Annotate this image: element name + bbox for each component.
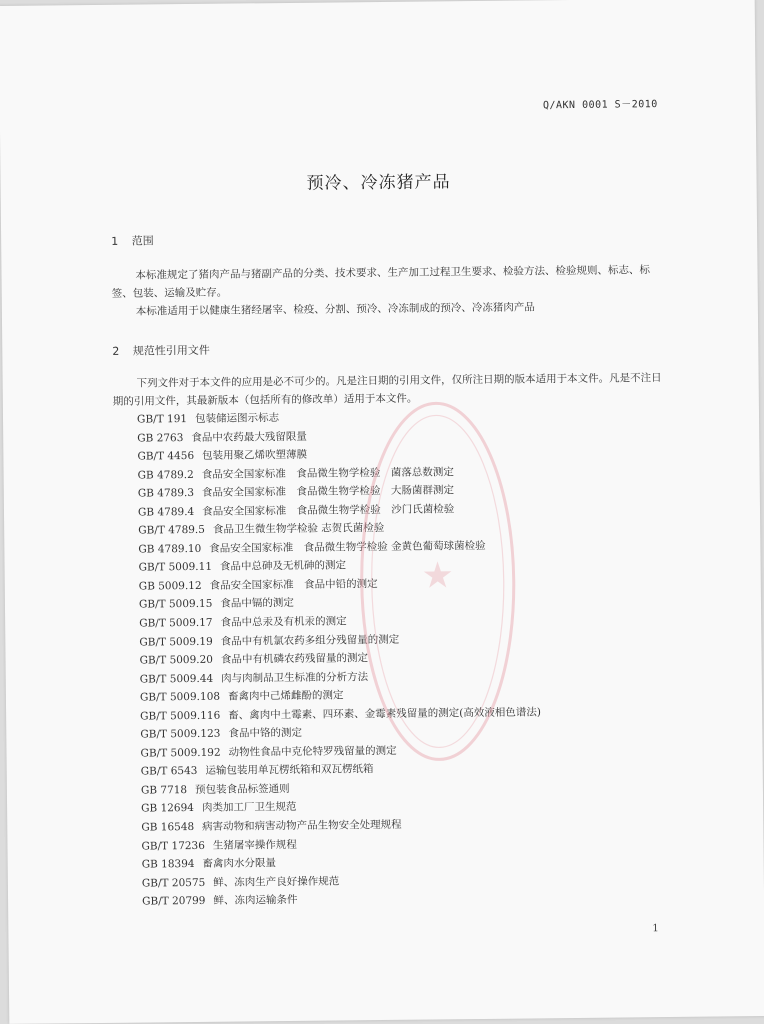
reference-title: 畜、禽肉中土霉素、四环素、金霉素残留量的测定(高效液相色谱法) — [228, 706, 541, 722]
reference-code: GB/T 5009.108 — [139, 690, 221, 704]
section-number: 1 — [111, 234, 119, 248]
section-1-heading — [111, 232, 154, 248]
reference-title: 食品安全国家标准 食品微生物学检验 沙门氏菌检验 — [202, 502, 455, 518]
reference-code: GB 16548 — [141, 821, 195, 834]
reference-code: GB/T 6543 — [140, 765, 198, 778]
reference-code: GB/T 5009.19 — [139, 635, 213, 649]
reference-title: 食品中有机磷农药残留量的测定 — [220, 652, 369, 666]
reference-title: 食品中镉的测定 — [220, 597, 294, 611]
reference-title: 食品安全国家标准 食品微生物学检验 菌落总数测定 — [201, 465, 454, 481]
reference-title: 食品中有机氯农药多组分残留量的测定 — [220, 633, 400, 648]
reference-code: GB/T 5009.20 — [139, 653, 214, 667]
reference-title: 畜禽肉水分限量 — [202, 857, 277, 871]
document-title: 预冷、冷冻猪产品 — [306, 172, 451, 194]
reference-code: GB/T 5009.17 — [139, 616, 213, 630]
reference-title: 运输包装用单瓦楞纸箱和双瓦楞纸箱 — [205, 763, 374, 778]
references-intro: 下列文件对于本文件的应用是必不可少的。凡是注日期的引用文件，仅所注日期的版本适用于本文件。凡是不注日期的引用文件，其最新版本（包括所有的修改单）适用于本文件。 — [112, 372, 662, 408]
reference-code: GB 4789.3 — [137, 487, 195, 500]
reference-code: GB 4789.10 — [138, 542, 202, 556]
svg-text:★: ★ — [421, 555, 455, 597]
reference-code: GB/T 5009.123 — [140, 728, 221, 741]
section-title: 范围 — [131, 234, 154, 248]
document-code: Q/AKN 0001 S－2010 — [542, 99, 658, 112]
page-number: 1 — [652, 923, 659, 935]
reference-title: 食品安全国家标准 食品微生物学检验 金黄色葡萄球菌检验 — [209, 539, 486, 555]
reference-title: 食品中总砷及无机砷的测定 — [219, 559, 347, 574]
reference-code: GB/T 5009.11 — [138, 561, 213, 574]
reference-code: GB 4789.4 — [137, 505, 195, 519]
reference-title: 动物性食品中克伦特罗残留量的测定 — [228, 744, 397, 759]
reference-title: 包装用聚乙烯吹塑薄膜 — [202, 448, 308, 462]
reference-code: GB/T 5009.44 — [139, 672, 214, 686]
reference-title: 食品安全国家标准 食品中铅的测定 — [209, 577, 378, 592]
reference-title: 鲜、冻肉运输条件 — [213, 894, 298, 908]
reference-title: 鲜、冻肉生产良好操作规范 — [213, 875, 340, 889]
reference-code: GB/T 17236 — [141, 839, 205, 853]
scope-paragraph-1: 本标准规定了猪肉产品与猪副产品的分类、技术要求、生产加工过程卫生要求、检验方法、检验规则、标志、标签、包装、运输及贮存。 — [111, 264, 651, 300]
reference-title: 生猪屠宰操作规程 — [212, 838, 297, 852]
reference-code: GB/T 20799 — [142, 895, 206, 908]
reference-code: GB/T 191 — [136, 413, 188, 426]
reference-code: GB 5009.12 — [138, 579, 202, 593]
reference-title: 食品中总汞及有机汞的测定 — [220, 615, 347, 629]
reference-title: 食品中农药最大残留限量 — [191, 430, 307, 444]
reference-title: 包装储运图示标志 — [194, 412, 280, 425]
reference-code: GB 2763 — [137, 431, 184, 445]
reference-code: GB/T 5009.116 — [140, 709, 221, 723]
reference-list — [137, 406, 543, 911]
reference-title: 病害动物和病害动物产品生物安全处理规程 — [202, 818, 402, 833]
section-number: 2 — [112, 344, 120, 358]
reference-title: 肉类加工厂卫生规范 — [201, 801, 297, 815]
reference-code: GB 4789.2 — [137, 468, 194, 482]
reference-code: GB/T 4456 — [137, 450, 195, 463]
reference-title: 预包装食品标签通则 — [195, 782, 290, 796]
section-title: 规范性引用文件 — [132, 343, 210, 358]
reference-code: GB 7718 — [140, 783, 188, 797]
reference-title: 畜禽肉中己烯雌酚的测定 — [227, 689, 344, 703]
scope-paragraph-2: 本标准适用于以健康生猪经屠宰、检疫、分割、预冷、冷冻制成的预冷、冷冻猪肉产品 — [135, 301, 535, 318]
reference-title: 食品中铬的测定 — [228, 727, 302, 740]
reference-code: GB/T 5009.15 — [138, 598, 213, 612]
reference-code: GB 18394 — [141, 858, 195, 871]
reference-code: GB/T 5009.192 — [140, 746, 221, 760]
reference-code: GB/T 4789.5 — [138, 524, 205, 537]
reference-code: GB 12694 — [141, 802, 195, 816]
reference-code: GB/T 20575 — [141, 876, 206, 890]
reference-title: 食品卫生微生物学检验 志贺氏菌检验 — [212, 522, 385, 537]
reference-title: 食品安全国家标准 食品微生物学检验 大肠菌群测定 — [201, 484, 455, 500]
section-2-heading — [112, 342, 210, 359]
reference-item — [142, 889, 543, 912]
reference-title: 肉与肉制品卫生标准的分析方法 — [221, 670, 369, 685]
